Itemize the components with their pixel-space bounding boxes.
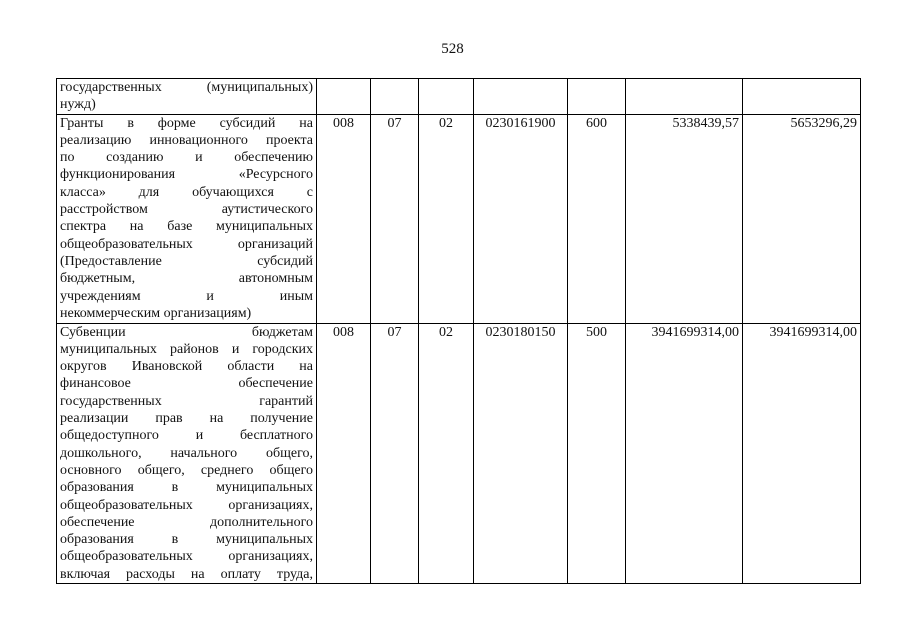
expense-type-cell: 600: [568, 114, 626, 323]
description-line: по созданию и обеспечению: [60, 150, 313, 166]
subsection-code-cell: 02: [419, 114, 474, 323]
section-code-cell: 07: [371, 323, 419, 583]
subsection-code-cell: 02: [419, 323, 474, 583]
expense-type-cell: 500: [568, 323, 626, 583]
budget-table: [56, 78, 861, 584]
table-row: [57, 114, 861, 323]
description-line: (Предоставление субсидий: [60, 253, 313, 269]
description-line: общедоступного и бесплатного: [60, 428, 313, 444]
description-line: спектра на базе муниципальных: [60, 219, 313, 235]
description-line: учреждениям и иным: [60, 288, 313, 304]
ministry-code-cell: [317, 79, 371, 115]
description-line: реализацию инновационного проекта: [60, 132, 313, 148]
description-line: Гранты в форме субсидий на: [60, 115, 313, 131]
description-line: государственных (муниципальных): [60, 80, 313, 95]
description-line: общеобразовательных организаций: [60, 236, 313, 252]
description-line: округов Ивановской области на: [60, 359, 313, 375]
ministry-code-cell: 008: [317, 114, 371, 323]
expense-type-cell: [568, 79, 626, 115]
description-line: включая расходы на оплату труда,: [60, 566, 313, 582]
ministry-code-cell: 008: [317, 323, 371, 583]
description-line: образования в муниципальных: [60, 480, 313, 496]
amount-year-2-cell: 5653296,29: [743, 114, 861, 323]
description-line: нужд): [60, 97, 96, 113]
description-cell: [57, 323, 317, 583]
section-code-cell: 07: [371, 114, 419, 323]
description-line: функционирования «Ресурсного: [60, 167, 313, 183]
section-code-cell: [371, 79, 419, 115]
amount-year-2-cell: [743, 79, 861, 115]
table-row: [57, 79, 861, 115]
amount-year-1-cell: 3941699314,00: [626, 323, 743, 583]
description-line: дошкольного, начального общего,: [60, 445, 313, 461]
description-line: общеобразовательных организациях,: [60, 497, 313, 513]
description-line: обеспечение дополнительного: [60, 514, 313, 530]
description-line: основного общего, среднего общего: [60, 462, 313, 478]
description-line: класса» для обучающихся с: [60, 184, 313, 200]
page-number: 528: [441, 41, 464, 57]
target-article-cell: [474, 79, 568, 115]
description-cell: [57, 79, 317, 115]
description-line: реализации прав на получение: [60, 411, 313, 427]
description-line: Субвенции бюджетам: [60, 324, 313, 340]
description-line: некоммерческим организациям): [60, 305, 252, 321]
target-article-cell: 0230180150: [474, 323, 568, 583]
description-line: бюджетным, автономным: [60, 271, 313, 287]
description-line: государственных гарантий: [60, 393, 313, 409]
description-line: финансовое обеспечение: [60, 376, 313, 392]
subsection-code-cell: [419, 79, 474, 115]
description-line: расстройством аутистического: [60, 202, 313, 218]
description-line: муниципальных районов и городских: [60, 341, 313, 357]
amount-year-2-cell: 3941699314,00: [743, 323, 861, 583]
description-cell: [57, 114, 317, 323]
description-line: общеобразовательных организациях,: [60, 549, 313, 565]
amount-year-1-cell: [626, 79, 743, 115]
target-article-cell: 0230161900: [474, 114, 568, 323]
table-row: [57, 323, 861, 583]
description-line: образования в муниципальных: [60, 532, 313, 548]
amount-year-1-cell: 5338439,57: [626, 114, 743, 323]
